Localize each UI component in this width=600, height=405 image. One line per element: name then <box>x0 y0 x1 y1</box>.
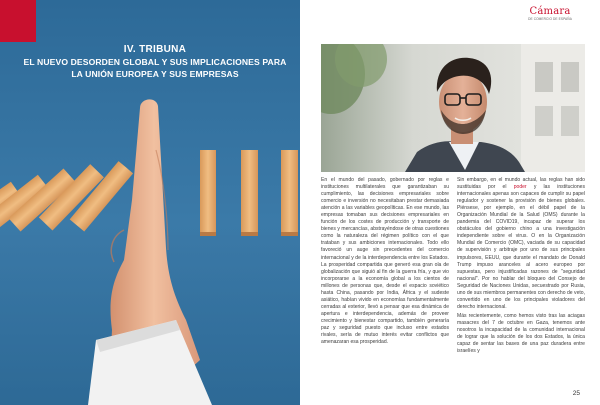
article-title-block <box>20 44 290 80</box>
title-line-1: EL NUEVO DESORDEN GLOBAL Y SUS IMPLICACIONES PARA <box>23 57 287 67</box>
camara-logo <box>520 6 580 21</box>
right-page <box>300 0 600 405</box>
paragraph-text: y las instituciones internacionales apenas son capaces de cumplir su papel regulador y sostener la provisión de bienes globales. Piénsese, por ejemplo, en el débil papel de la Organización Mundial de la Salud (OMS) durante la pandemia del COVID19, incapaz de superar los obstáculos del gobierno chino a una investigación independiente sobre el virus. O en la Organización Mundial de Comercio (OMC), vaciada de su capacidad de supervisión y arbitraje por uno de sus principales impulsores, EEUU, que durante el mandato de Donald Trump impuso aranceles al acero europeo por supuestas, pero injustificadas razones de "seguridad nacional". Por no hablar del bloqueo del Consejo de Seguridad de Naciones Unidas, secuestrado por Rusia, uno de sus miembros permanentes con derecho de veto, convertido en uno de los principales violadores del derecho internacional. <box>457 184 585 310</box>
paragraph: En el mundo del pasado, gobernado por reglas e instituciones multilaterales que garantizaban su cumplimiento, las decisiones empresariales sobre comercio e inversión no necesitaban prestar demasiada atención a las variables geopolíticas. En ese mundo, las empresas tomaban sus decisiones empresariales en función de los costes de producción y transporte de bienes y mercancías, abstrayéndose de otras cuestiones como la naturaleza del régimen político con el que trataban y sus ambiciones internacionales. Todo ello favoreció un auge sin precedentes del comercio internacional y de la interdependencia entre los Estados. La prosperidad compartida que generó esa gran ola de globalización que siguió al fin de la guerra fría, y que vio incorporarse a la economía global a los cientos de millones de personas que, desde el espacio soviético hasta China, pasando por India, África y el sudeste asiático, habían vivido en economías fundamentalmente cerradas al exterior, llevó a pensar que esa dinámica de apertura e interdependencia, además de proveer crecimiento y bienestar compartido, también generaría paz y seguridad puesto que incluso entre estados rivales, sería de mutuo interés evitar conflictos que amenazaran esa prosperidad. <box>321 177 449 346</box>
red-corner-block <box>0 0 36 42</box>
inline-link-poder[interactable]: poder <box>513 184 527 191</box>
page-number: 25 <box>572 390 580 397</box>
chapter-label: IV. TRIBUNA <box>123 44 187 55</box>
title-line-2: LA UNIÓN EUROPEA Y SUS EMPRESAS <box>71 69 239 79</box>
body-column-left <box>321 177 449 355</box>
paragraph <box>457 313 585 355</box>
logo-subtitle: DE COMERCIO DE ESPAÑA <box>528 17 572 21</box>
paragraph <box>457 177 585 311</box>
body-column-right <box>457 177 585 355</box>
falling-dominoes <box>0 161 133 234</box>
article-body <box>321 177 585 355</box>
author-photo <box>321 44 585 172</box>
paragraph-text: Sin embargo, en el mundo actual, las reglas han sido sustituidas por el <box>457 177 585 191</box>
logo-text: Cámara <box>529 6 571 17</box>
paragraph-text: Más recientemente, como hemos visto tras las aciagas masacres del 7 de octubre en Gaza, tenemos ante nosotros la incapacidad de la comunidad internacional de lograr que la solución de los dos Estados, la única capaz de sentar las bases de una paz duradera entre israelíes y <box>457 312 585 355</box>
standing-dominoes <box>200 150 298 236</box>
